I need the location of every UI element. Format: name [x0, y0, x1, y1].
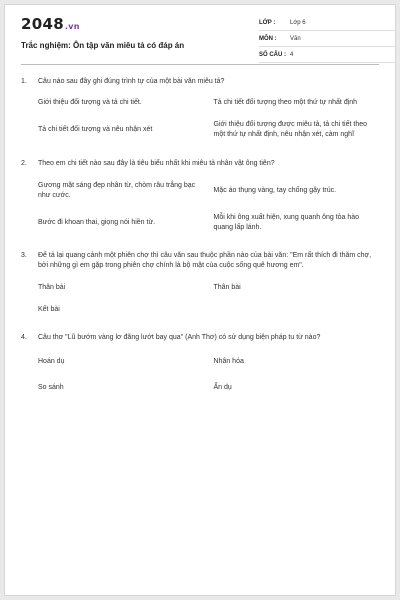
question-number: 4.	[21, 334, 27, 341]
question-body: Câu thơ "Lũ bướm vàng lơ đãng lướt bay qua" (Anh Thơ) có sử dụng biện pháp tu từ nào?	[38, 334, 321, 341]
meta-row-subject	[259, 31, 395, 47]
question-body: Theo em chi tiết nào sau đây là tiêu biểu nhất khi miêu tả nhân vật ông tiên?	[38, 160, 275, 167]
question-4	[21, 333, 379, 401]
answer-option-a[interactable]: Hoán dụ	[38, 358, 65, 365]
answer-option-d[interactable]: Giới thiệu đối tượng được miêu tả, tả chi tiết theo một thứ tự nhất định, nêu nhận xét, cảm nghĩ	[213, 121, 367, 138]
meta-table	[259, 15, 395, 63]
question-number: 2.	[21, 160, 27, 167]
answer-option-a[interactable]: Thân bài	[38, 284, 66, 291]
page-title: Trắc nghiệm: Ôn tập văn miêu tả có đáp án	[21, 41, 185, 50]
answer-option-b[interactable]: Thân bài	[213, 284, 241, 291]
meta-value: 4	[290, 51, 294, 58]
question-body: Để tả lại quang cảnh một phiên chợ thì câu văn sau thuộc phần nào của bài văn: "Em rất thích đi thăm chợ, bởi những gì em gặp trong phiên chợ chính là bộ mặt của cuộc sống quê hương em".	[38, 252, 372, 269]
answer-options	[21, 175, 379, 239]
meta-value: Lớp 6	[290, 19, 306, 26]
question-text	[21, 333, 379, 343]
meta-label: LỚP :	[259, 19, 276, 26]
answer-options	[21, 93, 379, 147]
meta-row-class	[259, 15, 395, 31]
question-text	[21, 251, 379, 271]
question-2	[21, 159, 379, 239]
meta-label: MÔN :	[259, 35, 277, 42]
question-number: 3.	[21, 252, 27, 259]
question-body: Câu nào sau đây ghi đúng trình tự của một bài văn miêu tả?	[38, 78, 225, 85]
answer-option-b[interactable]: Mặc áo thụng vàng, tay chống gậy trúc.	[213, 187, 337, 194]
answer-option-b[interactable]: Nhân hóa	[213, 358, 244, 365]
answer-options	[21, 277, 379, 321]
question-text	[21, 77, 379, 87]
question-number: 1.	[21, 78, 27, 85]
answer-option-c[interactable]: So sánh	[38, 384, 64, 391]
answer-option-a[interactable]: Gương mặt sáng đẹp nhân từ, chòm râu trắng bạc như cước.	[38, 182, 196, 199]
question-text	[21, 159, 379, 169]
answer-option-c[interactable]: Tả chi tiết đối tượng và nêu nhận xét	[38, 126, 153, 133]
answer-option-a[interactable]: Giới thiệu đối tượng và tả chi tiết.	[38, 99, 142, 106]
worksheet-header	[21, 5, 379, 65]
answer-option-c[interactable]: Kết bài	[38, 306, 60, 313]
worksheet-page	[4, 4, 396, 596]
answer-option-b[interactable]: Tả chi tiết đối tượng theo một thứ tự nhất định	[213, 99, 358, 106]
answer-option-c[interactable]: Bước đi khoan thai, giọng nói hiền từ.	[38, 219, 156, 226]
site-logo[interactable]	[21, 15, 80, 33]
question-list	[5, 77, 395, 401]
answer-options	[21, 349, 379, 401]
logo-suffix: .vn	[64, 22, 80, 31]
question-3	[21, 251, 379, 321]
meta-value: Văn	[290, 35, 301, 42]
answer-option-d[interactable]: Ẩn dụ	[213, 384, 232, 391]
answer-option-d[interactable]: Mỗi khi ông xuất hiện, xung quanh ông tỏa hào quang lấp lánh.	[213, 214, 360, 231]
logo-text: 2048	[21, 15, 64, 33]
meta-label: SỐ CÂU :	[259, 51, 286, 58]
question-1	[21, 77, 379, 147]
meta-row-count	[259, 47, 395, 63]
